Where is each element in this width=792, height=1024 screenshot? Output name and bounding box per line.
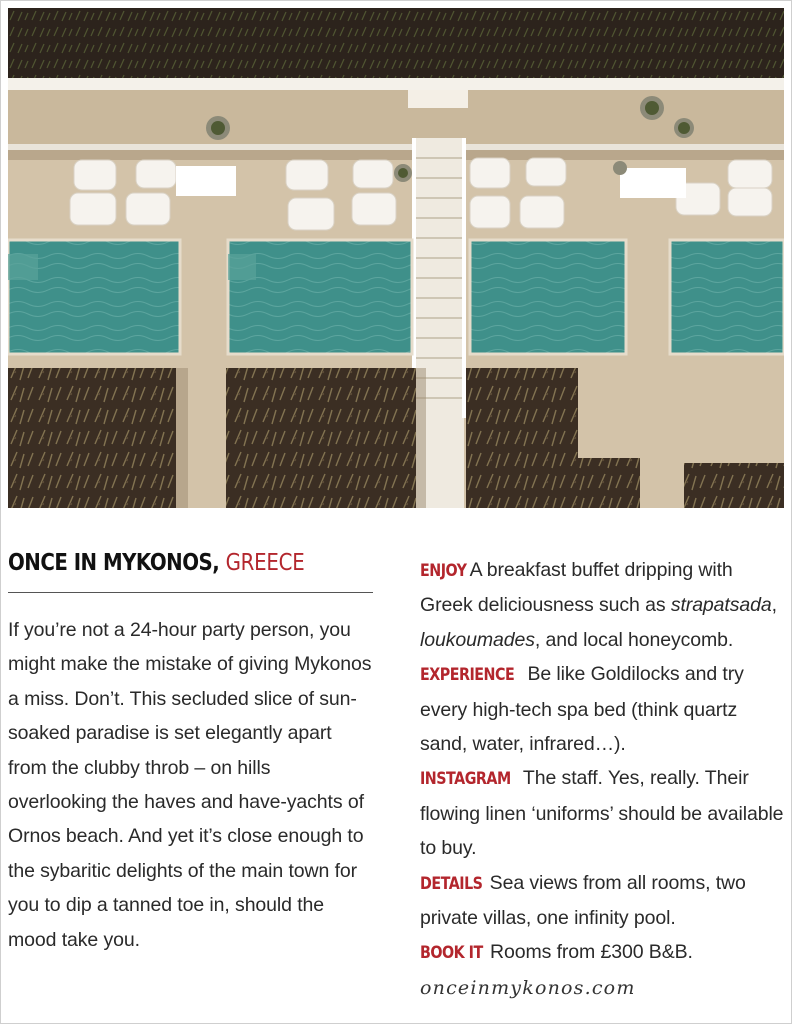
- enjoy-text-1: A breakfast buffet dripping with Greek deliciousness such as: [420, 559, 733, 617]
- enjoy-label: ENJOY: [420, 561, 467, 581]
- hotel-pools-aerial-photo: [8, 8, 784, 508]
- article-body: If you’re not a 24-hour party person, you might make the mistake of giving Mykonos a miss. Don’t. This secluded slice of sun-soaked paradise is set elegantly apart from the clubby throb – on hills overlooking the haves and have-yachts of Ornos beach. And yet it’s close enough to the sybaritic delights of the main town for you to dip a tanned toe in, should the mood take you.: [8, 619, 372, 951]
- book-it-text: Rooms from £300 B&B.: [484, 941, 693, 964]
- enjoy-dish-2: loukoumades: [420, 628, 535, 651]
- enjoy-dish-1: strapatsada: [670, 594, 772, 617]
- details-entry: [420, 866, 785, 936]
- instagram-text: The staff. Yes, really. Their flowing linen ‘uniforms’ should be available to buy.: [420, 767, 784, 860]
- experience-entry: [420, 657, 785, 761]
- instagram-label: INSTAGRAM: [420, 769, 511, 790]
- enjoy-entry: [420, 553, 785, 657]
- enjoy-sep: ,: [771, 594, 777, 617]
- website-link[interactable]: onceinmykonos.com: [420, 976, 636, 999]
- headline-country: GREECE: [225, 550, 305, 576]
- details-text: Sea views from all rooms, two private villas, one infinity pool.: [420, 871, 746, 930]
- book-it-label: BOOK IT: [420, 943, 483, 964]
- headline-place: ONCE IN MYKONOS,: [8, 550, 220, 576]
- article-headline: [8, 548, 322, 578]
- experience-text: Be like Goldilocks and try every high-tech spa bed (think quartz sand, water, infrared…).: [420, 663, 744, 756]
- info-sidebar: [420, 553, 785, 1005]
- instagram-entry: [420, 761, 785, 865]
- experience-label: EXPERIENCE: [420, 665, 515, 686]
- headline-divider: [8, 592, 373, 593]
- enjoy-text-2: , and local honeycomb.: [534, 628, 734, 651]
- book-it-entry: [420, 935, 785, 970]
- article-main-column: [8, 548, 373, 957]
- details-label: DETAILS: [420, 873, 483, 894]
